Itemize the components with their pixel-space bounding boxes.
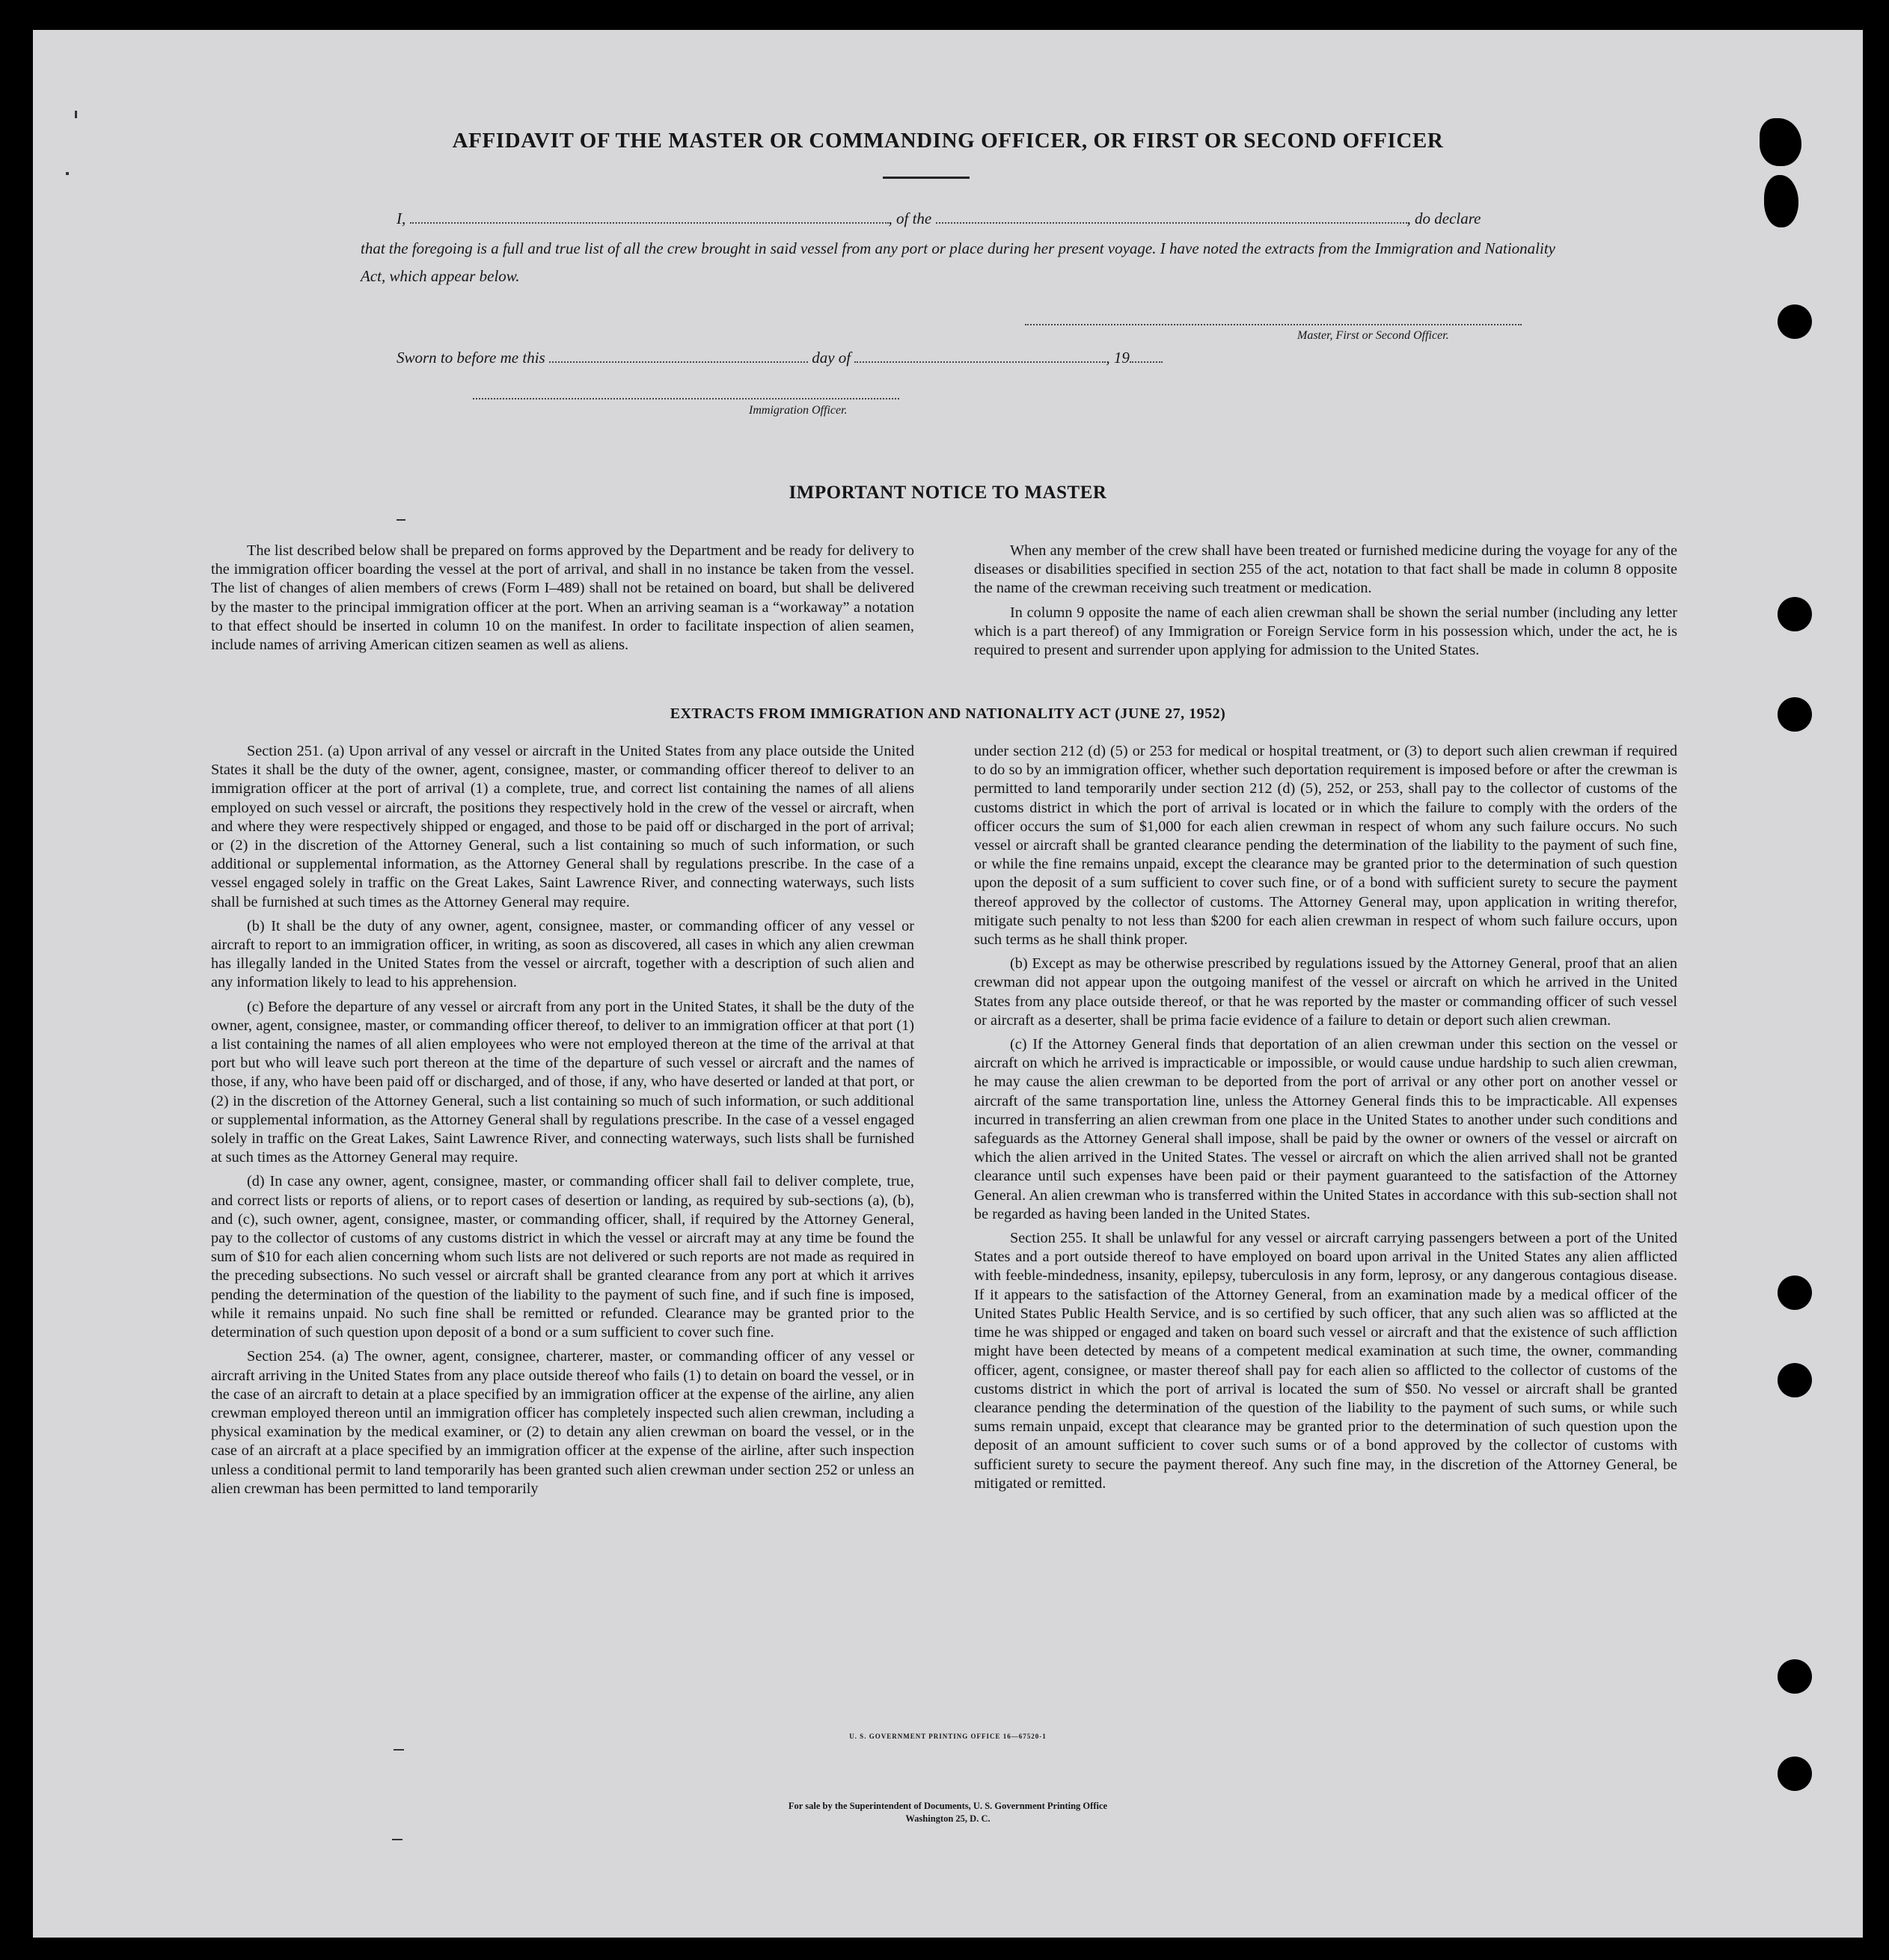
- punch-hole: [1778, 1363, 1812, 1397]
- section-paragraph: (c) Before the departure of any vessel or aircraft from any port in the United States, it shall be the duty of the owner, agent, consignee, master, or commanding officer thereof, to deliver to an immigration officer at that port (1) a list containing the names of all alien employees who were not employed thereon at the time of the arrival at that port but who will leave such port thereon at the time of the departure of such vessel or aircraft and the names of those, if any, who have been paid off or discharged, and of those, if any, who have deserted or landed at that port, or (2) in the discretion of the Attorney General, such a list containing so much of such information, or such additional or supplemental information, as the Attorney General shall by regulations prescribe. In the case of a vessel engaged solely in traffic on the Great Lakes, Saint Lawrence River, and connecting waterways, such lists shall be furnished at such times as the Attorney General may require.: [211, 998, 914, 1166]
- title-underline: [883, 177, 970, 179]
- notice-paragraph: In column 9 opposite the name of each alien crewman shall be shown the serial number (including any letter which is a part thereof) of any Immigration or Foreign Service form in his possession which, under the act, he is required to present and surrender upon applying for admission to the United States.: [974, 604, 1677, 659]
- punch-hole: [1778, 1275, 1812, 1310]
- section-paragraph: (b) Except as may be otherwise prescribed by regulations issued by the Attorney General, proof that an alien crewman did not appear upon the outgoing manifest of the vessel or aircraft on which he arrived in the United States from any place outside thereof, or that he was reported by the master or commanding officer of such vessel or aircraft as a deserter, shall be prima facie evidence of a failure to detain or deport such alien crewman.: [974, 955, 1677, 1029]
- scan-speck: [75, 111, 77, 118]
- section-paragraph: Section 255. It shall be unlawful for any vessel or aircraft carrying passengers between a port of the United States and a port outside thereof to have employed on board upon arrival in the United States any alien afflicted with feeble-mindedness, insanity, epilepsy, tuberculosis in any form, leprosy, or any dangerous contagious disease. If it appears to the satisfaction of the Attorney General, from an examination made by a medical officer of the United States Public Health Service, and is so certified by such officer, that any such alien was so afflicted at the time he was shipped or engaged and taken on board such vessel or aircraft and that the existence of such affliction might have been detected by means of a competent medical examination at such time, the owner, commanding officer, agent, consignee, or master thereof shall pay for each alien so afflicted to the collector of customs of the customs district in which the port of arrival is located the sum of $50. No vessel or aircraft shall be granted clearance pending the determination of the question of the liability to the payment of such sums, or while such sums remain unpaid, except that clearance may be granted prior to the determination of such question upon the deposit of an amount sufficient to cover such sums or of a bond approved by the collector of customs with sufficient surety to secure the payment thereof. Any such fine may, in the discretion of the Attorney General, be mitigated or remitted.: [974, 1230, 1677, 1492]
- extracts-title: EXTRACTS FROM IMMIGRATION AND NATIONALITY ACT (JUNE 27, 1952): [670, 705, 1226, 722]
- sworn-label: Sworn to before me this: [397, 349, 545, 367]
- do-declare-label: , do declare: [1406, 209, 1481, 227]
- declaration-text: that the foregoing is a full and true list of all the crew brought in said vessel from any port or place during her present voyage. I have noted the extracts from the Immigration and Nationality Act, which appear below.: [361, 239, 1555, 285]
- of-the-label: , of the: [888, 209, 932, 227]
- punch-hole: [1778, 1757, 1812, 1791]
- notice-title: IMPORTANT NOTICE TO MASTER: [789, 483, 1107, 503]
- sale-line-1: For sale by the Superintendent of Documents, U. S. Government Printing Office: [788, 1801, 1108, 1811]
- scan-speck: [397, 519, 405, 521]
- punch-hole: [1764, 175, 1798, 227]
- scan-speck: [66, 172, 69, 175]
- punch-hole: [1778, 697, 1812, 732]
- vessel-blank[interactable]: [936, 212, 1407, 224]
- month-blank[interactable]: [854, 351, 1106, 363]
- affidavit-title: AFFIDAVIT OF THE MASTER OR COMMANDING OFFICER, OR FIRST OR SECOND OFFICER: [452, 129, 1444, 153]
- section-paragraph: Section 251. (a) Upon arrival of any vessel or aircraft in the United States from any place outside the United States it shall be the duty of the owner, agent, consignee, master, or commanding officer thereof to deliver to an immigration officer at the port of arrival (1) a complete, true, and correct list containing the names of all aliens employed on such vessel or aircraft, the positions they respectively hold in the crew of the vessel or aircraft, when and where they were respectively shipped or engaged, and those to be paid off or discharged in the port of arrival; or (2) in the discretion of the Attorney General, such a list containing so much of such information, or such additional or supplemental information, as the Attorney General shall by regulations prescribe. In the case of a vessel engaged solely in traffic on the Great Lakes, Saint Lawrence River, and connecting waterways, such lists shall be furnished at such times as the Attorney General may require.: [211, 743, 914, 910]
- extracts-left-column: [211, 742, 914, 1504]
- scan-speck: [394, 1749, 404, 1751]
- day-of-label: day of: [812, 349, 851, 367]
- scan-speck: [392, 1839, 402, 1840]
- day-blank[interactable]: [549, 351, 808, 363]
- name-blank[interactable]: [410, 212, 889, 224]
- notice-paragraph: The list described below shall be prepared on forms approved by the Department and be ready for delivery to the immigration officer boarding the vessel at the port of arrival, and shall in no instance be taken from the vessel. The list of changes of alien members of crews (Form I–489) shall not be retained on board, but shall be delivered by the master to the principal immigration officer at the port. When an arriving seaman is a “workaway” a notation to that effect should be inserted in column 10 on the manifest. In order to facilitate inspection of alien seamen, include names of arriving American citizen seamen as well as aliens.: [211, 542, 914, 654]
- master-caption: Master, First or Second Officer.: [1297, 329, 1449, 342]
- notice-paragraph: When any member of the crew shall have been treated or furnished medicine during the voyage for any of the diseases or disabilities specified in section 255 of the act, notation to that fact shall be made in column 8 opposite the name of the crewman receiving such treatment or medication.: [974, 542, 1677, 597]
- section-paragraph: (b) It shall be the duty of any owner, agent, consignee, master, or commanding officer of any vessel or aircraft to report to an immigration officer, in writing, as soon as discovered, all cases in which any alien crewman has illegally landed in the United States from the vessel or aircraft, together with a description of such alien and any information likely to lead to his apprehension.: [211, 917, 914, 991]
- section-paragraph: (c) If the Attorney General finds that deportation of an alien crewman under this section on the vessel or aircraft on which he arrived is impracticable or impossible, or would cause undue hardship to such alien crewman, he may cause the alien crewman to be deported from the port of arrival or any other port on another vessel or aircraft of the same transportation line, unless the Attorney General finds this to be impracticable. All expenses incurred in transferring an alien crewman from one place in the United States to another under such conditions and safeguards as the Attorney General shall impose, shall be paid by the owner or owners of the vessel or aircraft on which the alien arrived in the United States. The vessel or aircraft on which the alien arrived shall not be granted clearance until such expenses have been paid or their payment guaranteed to the satisfaction of the Attorney General. An alien crewman who is transferred within the United States in accordance with this sub-section shall not be regarded as having been landed in the United States.: [974, 1036, 1677, 1222]
- year-label: , 19: [1106, 349, 1130, 367]
- punch-hole: [1760, 118, 1801, 166]
- officer-signature-line[interactable]: [473, 398, 899, 399]
- notice-left-column: [211, 542, 914, 660]
- sale-line-2: Washington 25, D. C.: [905, 1813, 991, 1824]
- sworn-line: [397, 349, 1163, 367]
- punch-hole: [1778, 304, 1812, 339]
- section-paragraph: under section 212 (d) (5) or 253 for medical or hospital treatment, or (3) to deport such alien crewman if required to do so by an immigration officer, whether such deportation requirement is imposed before or after the crewman is permitted to land temporarily under section 212 (d) (5), 252, or 253, shall pay to the collector of customs of the customs district in which the port of arrival is located or in which the failure to comply with the orders of the officer occurs the sum of $1,000 for each alien crewman in respect of whom any such failure occurs. No such vessel or aircraft shall be granted clearance pending the determination of the liability to the payment of such fine, or while the fine remains unpaid, except the clearance may be granted prior to the determination of such question upon the deposit of a sum sufficient to cover such fine, or of a bond with sufficient surety to secure the payment thereof approved by the collector of customs. The Attorney General may, upon application in writing therefor, mitigate such penalty to not less than $200 for each alien crewman in respect of whom such failure occurs, upon such terms as he shall think proper.: [974, 743, 1677, 949]
- officer-caption: Immigration Officer.: [749, 404, 848, 417]
- declaration-line: [397, 209, 1481, 228]
- section-paragraph: Section 254. (a) The owner, agent, consignee, charterer, master, or commanding officer of any vessel or aircraft arriving in the United States from any place outside thereof who fails (1) to detain on board the vessel, or in the case of an aircraft to detain at a place specified by an immigration officer at the expense of the airline, any alien crewman employed thereon until an immigration officer has completely inspected such alien crewman, including a physical examination by the medical examiner, or (2) to detain any alien crewman on board the vessel, or in the case of an aircraft at a place specified by an immigration officer at the expense of the airline, after such inspection unless a conditional permit to land temporarily has been granted such alien crewman under section 252 or unless an alien crewman has been permitted to land temporarily: [211, 1348, 914, 1497]
- form-page: [33, 30, 1863, 1938]
- section-paragraph: (d) In case any owner, agent, consignee, master, or commanding officer shall fail to deliver complete, true, and correct lists or reports of aliens, or to report cases of desertion or landing, as required by sub-sections (a), (b), and (c), such owner, agent, consignee, master, or commanding officer, shall, if required by the Attorney General, pay to the collector of customs of any customs district in which the vessel or aircraft may at any time be found the sum of $10 for each alien concerning whom such lists are not delivered or such reports are not made as required in the preceding subsections. No such vessel or aircraft shall be granted clearance from any port at which it arrives pending the determination of the question of the liability to the payment of such fine, and if such fine is imposed, while it remains unpaid. No such fine shall be remitted or refunded. Clearance may be granted prior to the determination of such question upon deposit of a bond or a sum sufficient to cover such fine.: [211, 1173, 914, 1341]
- master-signature-line[interactable]: [1025, 324, 1522, 325]
- notice-right-column: [974, 542, 1677, 665]
- punch-hole: [1778, 1659, 1812, 1694]
- printing-office-line: U. S. GOVERNMENT PRINTING OFFICE 16—67520-1: [849, 1733, 1047, 1740]
- punch-hole: [1778, 597, 1812, 631]
- i-label: I,: [397, 209, 406, 227]
- extracts-right-column: [974, 742, 1677, 1498]
- year-blank[interactable]: [1130, 351, 1163, 363]
- sale-notice: [33, 1800, 1863, 1825]
